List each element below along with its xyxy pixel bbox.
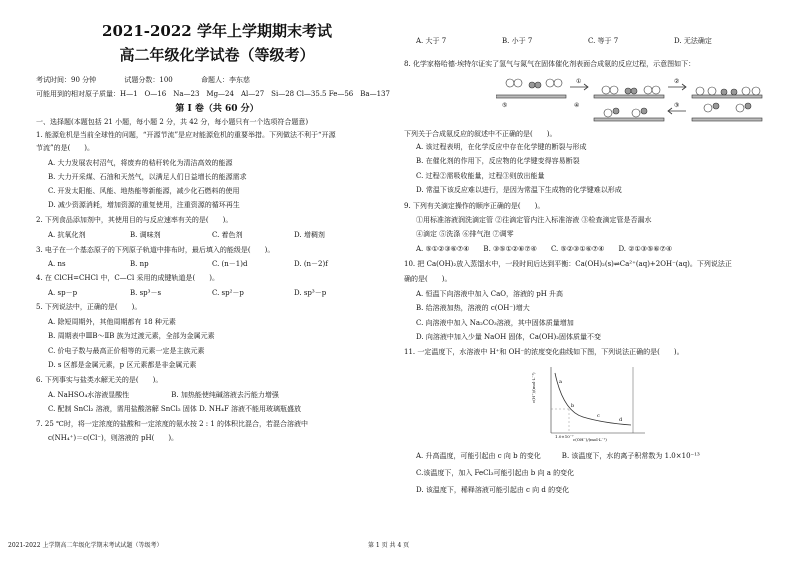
q2-option-c: C. 着色剂 bbox=[212, 231, 243, 239]
q7-stem-2: c(NH₄⁺)＝c(Cl⁻)，则溶液的 pH( )。 bbox=[48, 434, 179, 442]
exam-meta bbox=[36, 75, 398, 85]
q9-steps-2: ④滴定 ⑤洗涤 ⑥排气泡 ⑦调零 bbox=[416, 230, 514, 238]
graph-point-d: d bbox=[619, 417, 623, 423]
q5-option-c: C. 价电子数与最高正价相等的元素一定是主族元素 bbox=[48, 347, 205, 355]
q1-option-c: C. 开发太阳能、风能、地热能等新能源，减少化石燃料的使用 bbox=[48, 187, 240, 195]
q9-steps-1: ①用标准溶液润洗滴定管 ②往滴定管内注入标准溶液 ③检查滴定管是否漏水 bbox=[416, 216, 652, 224]
q2-options bbox=[36, 231, 376, 240]
q1-option-b: B. 大力开采煤、石油和天然气，以满足人们日益增长的能源需求 bbox=[48, 173, 247, 181]
q3-options bbox=[36, 260, 376, 269]
q7-option-b: B. 小于 7 bbox=[502, 37, 533, 45]
exam-subtitle: 高二年级化学试卷（等级考） bbox=[119, 46, 315, 64]
q3-stem: 3. 电子在一个基态原子的下列原子轨道中排布时，最后填入的能级是( )。 bbox=[36, 246, 275, 254]
graph-point-a: a bbox=[559, 379, 562, 385]
q-instructions: 一、选择题(本题包括 21 小题，每小题 2 分，共 42 分，每小题只有一个选项符合题意) bbox=[36, 118, 309, 126]
q11-ion-concentration-graph bbox=[529, 363, 649, 443]
diagram-row-1 bbox=[496, 79, 762, 98]
q1-option-d: D. 减少资源消耗，增加资源的重复使用，注重资源的循环再生 bbox=[48, 201, 240, 209]
q11-option-c: C.该温度下，加入 FeCl₃可能引起由 b 向 a 的变化 bbox=[416, 469, 575, 477]
q8-option-d: D. 常温下该反应难以进行，是因为常温下生成物的化学键难以形成 bbox=[416, 186, 622, 194]
exam-author: 命题人：李东慈 bbox=[200, 76, 250, 84]
step-label-4: ④ bbox=[574, 102, 580, 109]
q11-stem: 11. 一定温度下，水溶液中 H⁺和 OH⁻的浓度变化曲线如下图，下列说法正确的是( )。 bbox=[404, 348, 684, 356]
graph-xlabel: c(OH⁻)/(mol·L⁻¹) bbox=[573, 437, 607, 442]
q2-stem: 2. 下列食品添加剂中，其使用目的与反应速率有关的是( )。 bbox=[36, 216, 233, 224]
q8-question: 下列关于合成氨反应的叙述中不正确的是( )。 bbox=[404, 130, 557, 138]
step-label-3: ③ bbox=[674, 102, 680, 109]
q4-options bbox=[36, 289, 376, 298]
q4-option-c: C. sp²－p bbox=[212, 289, 244, 297]
q3-option-a: A. ns bbox=[48, 260, 66, 268]
q10-option-b: B. 给溶液加热，溶液的 c(OH⁻)增大 bbox=[416, 304, 530, 312]
footer-page-number: 第 1 页 共 4 页 bbox=[368, 542, 410, 549]
q6-stem: 6. 下列事实与盐类水解无关的是( )。 bbox=[36, 376, 163, 384]
q3-option-c: C. (n－1)d bbox=[212, 260, 248, 268]
footer-title: 2021-2022 上学期高二年级化学期末考试试题（等级考） bbox=[8, 542, 163, 549]
step-label-1: ① bbox=[576, 78, 582, 85]
q9-stem: 9. 下列有关滴定操作的顺序正确的是( )。 bbox=[404, 202, 545, 210]
q3-option-b: B. np bbox=[130, 260, 149, 268]
q6-options-cd: C. 配制 SnCl₂ 溶液，需用盐酸溶解 SnCl₂ 固体 D. NH₄F 溶液不能用玻璃瓶盛放 bbox=[48, 405, 302, 413]
q2-option-b: B. 调味剂 bbox=[130, 231, 161, 239]
q7-option-a: A. 大于 7 bbox=[416, 37, 447, 45]
section-title: 第 I 卷（共 60 分） bbox=[175, 104, 259, 114]
exam-time: 考试时间：90 分钟 bbox=[36, 76, 97, 84]
q4-stem: 4. 在 ClCH=CHCl 中，C—Cl 采用的成键轨道是( )。 bbox=[36, 274, 219, 282]
q7-option-c: C. 等于 7 bbox=[588, 37, 619, 45]
q1-stem-2: 节流”的是( )。 bbox=[36, 144, 95, 152]
q10-stem: 10. 把 Ca(OH)₂放入蒸馏水中，一段时间后达到平衡：Ca(OH)₂(s)⇌Ca²⁺(aq)+2OH⁻(aq)。下列说法正 bbox=[404, 260, 732, 268]
q4-option-d: D. sp³－p bbox=[294, 289, 327, 297]
q7-option-d: D. 无法确定 bbox=[674, 37, 712, 45]
q8-option-b: B. 在催化剂的作用下，反应物的化学键变得容易断裂 bbox=[416, 157, 580, 165]
q10-stem-2: 确的是( )。 bbox=[404, 275, 452, 283]
q4-option-a: A. sp－p bbox=[48, 289, 78, 297]
q2-option-a: A. 抗氧化剂 bbox=[48, 231, 86, 239]
q1-stem: 1. 能源危机是当前全球性的问题，“开源节流”是应对能源危机的重要举措。下列做法不利于“开源 bbox=[36, 131, 336, 139]
exam-score: 试题分数：100 bbox=[124, 76, 173, 84]
q6-options-ab: A. NaHSO₄水溶液显酸性 B. 加热能使纯碱溶液去污能力增强 bbox=[48, 391, 279, 399]
q8-option-a: A. 该过程表明，在化学反应中存在化学键的断裂与形成 bbox=[416, 143, 587, 151]
graph-ylabel: c(H⁺)/(mol·L⁻¹) bbox=[531, 372, 536, 403]
q5-option-d: D. s 区都是金属元素，p 区元素都是非金属元素 bbox=[48, 361, 197, 369]
q7-options bbox=[404, 37, 760, 46]
atomic-masses: 可能用到的相对原子质量：H—1 O—16 Na—23 Mg—24 Al—27 Si—28 Cl—35.5 Fe—56 Ba—137 bbox=[36, 90, 390, 98]
q9-options: A. ⑤①②③⑥⑦④ B. ③⑤①②⑥⑦④ C. ⑤②③①⑥⑦④ D. ②①③⑤⑥⑦④ bbox=[416, 245, 673, 253]
step-label-5: ⑤ bbox=[502, 102, 508, 109]
q3-option-d: D. (n－2)f bbox=[294, 260, 328, 268]
q11-options-ab: A. 升高温度，可能引起由 c 向 b 的变化 B. 该温度下，水的离子积常数为 1.0×10⁻¹³ bbox=[416, 452, 700, 460]
q8-option-c: C. 过程②需吸收能量，过程③则放出能量 bbox=[416, 172, 545, 180]
q11-option-d: D. 该温度下，稀释溶液可能引起由 c 向 d 的变化 bbox=[416, 486, 570, 494]
q8-catalyst-diagram bbox=[496, 73, 766, 123]
q10-option-c: C. 向溶液中加入 Na₂CO₃溶液，其中固体质量增加 bbox=[416, 319, 574, 327]
q10-option-a: A. 恒温下向溶液中加入 CaO，溶液的 pH 升高 bbox=[416, 290, 564, 298]
step-label-2: ② bbox=[674, 78, 680, 85]
q5-option-a: A. 除短周期外，其他周期都有 18 种元素 bbox=[48, 318, 176, 326]
exam-title: 2021-2022 学年上学期期末考试 bbox=[102, 22, 332, 40]
q4-option-b: B. sp³－s bbox=[130, 289, 162, 297]
graph-xtick: 1.0×10⁻⁷ bbox=[555, 434, 574, 439]
q5-stem: 5. 下列说法中，正确的是( )。 bbox=[36, 303, 142, 311]
q5-option-b: B. 周期表中ⅢB～ⅡB 族为过渡元素，全部为金属元素 bbox=[48, 332, 215, 340]
q2-option-d: D. 增稠剂 bbox=[294, 231, 325, 239]
graph-point-c: c bbox=[597, 413, 600, 419]
q8-stem: 8. 化学家格哈德·埃特尔证实了氢气与氮气在固体催化剂表面合成氨的反应过程，示意图如下： bbox=[404, 60, 696, 68]
q1-option-a: A. 大力发展农村沼气，将废弃的秸秆转化为清洁高效的能源 bbox=[48, 159, 233, 167]
q10-option-d: D. 向溶液中加入少量 NaOH 固体，Ca(OH)₂固体质量不变 bbox=[416, 333, 602, 341]
graph-point-b: b bbox=[571, 403, 575, 409]
q7-stem: 7. 25 ℃时，将一定浓度的盐酸和一定浓度的氨水按 2 : 1 的体积比混合，若混合溶液中 bbox=[36, 420, 309, 428]
